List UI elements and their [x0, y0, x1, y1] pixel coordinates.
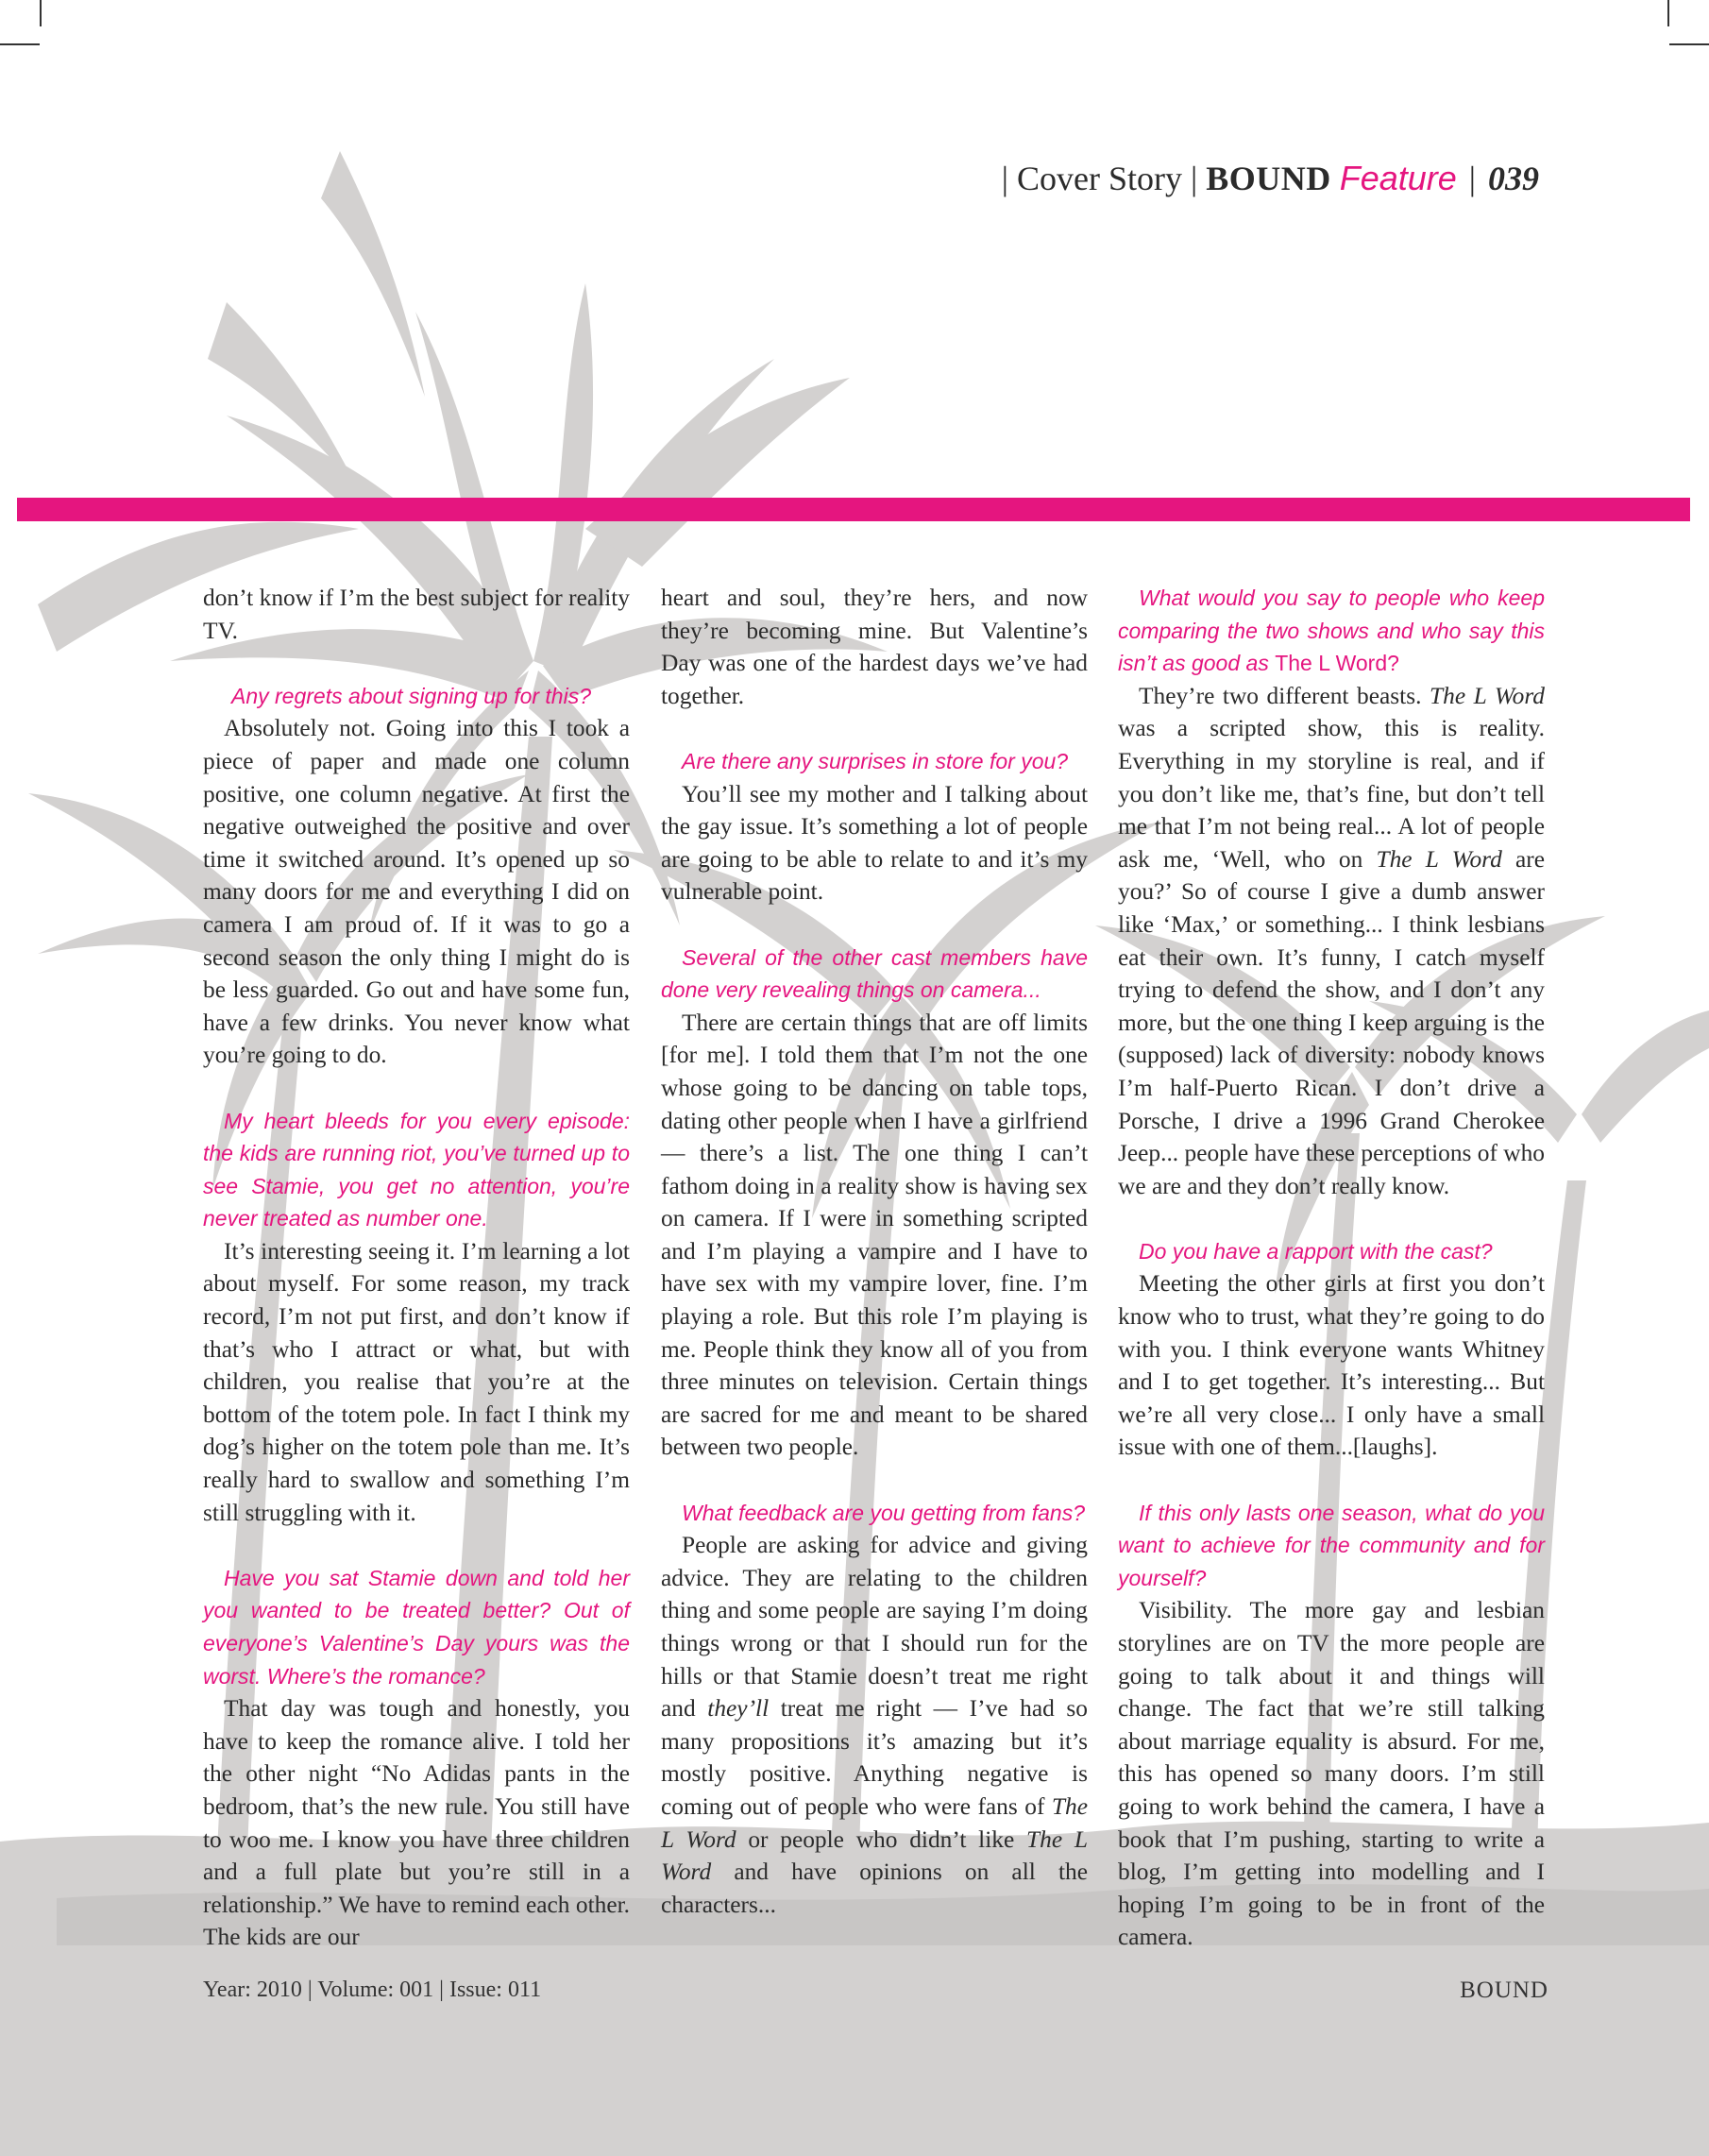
paragraph: don’t know if I’m the best subject for reality TV. — [203, 585, 630, 644]
text-run: treat me right — I’ve had so many propositions it’s amazing but it’s mostly positive. Anything negative is coming out of people who were fans of — [661, 1695, 1088, 1820]
paragraph — [661, 1529, 1088, 1921]
text-run: or people who didn’t like — [736, 1825, 1026, 1853]
interview-question: Several of the other cast members have done very revealing things on camera... — [661, 944, 1088, 1003]
show-title: The L Word — [1430, 682, 1546, 709]
text-run: and have opinions on all the characters... — [661, 1859, 1088, 1918]
show-title: The L Word? — [1275, 651, 1399, 676]
paragraph — [1118, 680, 1545, 1203]
interview-question — [1118, 582, 1545, 680]
paragraph: You’ll see my mother and I talking about the gay issue. It’s something a lot of people are going to be able to relate to and it’s my vulnerable point. — [661, 780, 1088, 906]
text-run: are you?’ So of course I give a dumb answer like ‘Max,’ or something... I think lesbians eat their own. It’s funny, I catch myself trying to defend the show, and I don’t any more, but the one thing I keep arguing is the (supposed) lack of diversity: nobody knows I’m half-Puerto Rican. I don’t drive a Porsche, I drive a 1996 Grand Cherokee Jeep... people have these perceptions of who we are and they don’t really know. — [1118, 845, 1545, 1199]
interview-question: My heart bleeds for you every episode: the kids are running riot, you’ve turned up to see Stamie, you get no attention, you’re never treated as number one. — [203, 1108, 630, 1231]
running-header — [1002, 159, 1539, 198]
show-title: The L Word — [661, 1792, 1088, 1853]
text-run: They’re two different beasts. — [1139, 682, 1430, 709]
interview-question: Do you have a rapport with the cast? — [1139, 1238, 1493, 1264]
paragraph: That day was tough and honestly, you have to keep the romance alive. I told her the other night “No Adidas pants in the bedroom, that’s the new rule. You still have to woo me. I know you have three children and a full plate but you’re still in a relationship.” We have to remind each other. The kids are our — [203, 1695, 630, 1951]
text-run: People are asking for advice and giving advice. They are relating to the children thing and some people are saying I’m doing things wrong or that I should run for the hills or that Stamie doesn’t treat me right and — [661, 1532, 1088, 1723]
interview-question: Are there any surprises in store for you? — [682, 748, 1069, 773]
show-title: The L Word — [661, 1825, 1088, 1886]
paragraph: Visibility. The more gay and lesbian storylines are on TV the more people are going to talk about it and things will change. The fact that we’re still talking about marriage equality is absurd. For me, this has opened so many doors. I’m still going to work behind the camera, I have a book that I’m pushing, starting to write a blog, I’m getting into modelling and I hoping I’m going to be in front of the camera. — [1118, 1597, 1545, 1951]
show-title: The L Word — [1376, 845, 1502, 873]
text-run: was a scripted show, this is reality. Everything in my storyline is real, and if you don’t like me, that’s fine, but don’t tell me that I’m not being real... A lot of people ask me, ‘Well, who on — [1118, 715, 1545, 873]
footer-brand: BOUND — [1460, 1978, 1548, 2003]
page-number: 039 — [1488, 160, 1539, 197]
paragraph: Absolutely not. Going into this I took a piece of paper and made one column positive, one column negative. At first the negative outweighed the positive and over time it switched around. It’s opened up so many doors for me and everything I did on camera I am proud of. If it was to go a second season the only thing I might do is be less guarded. Go out and have some fun, have a few drinks. You never know what you’re going to do. — [203, 715, 630, 1069]
text-run: What would you say to people who keep comparing the two shows and who say this isn’t as good as — [1118, 586, 1545, 676]
interview-question: What feedback are you getting from fans? — [682, 1500, 1086, 1525]
text-column-1 — [203, 582, 630, 1954]
paragraph: Meeting the other girls at first you don’t know who to trust, what they’re going to do with you. I think everyone wants Whitney and I to get together. It’s interesting... But we’re all very close... I only have a small issue with one of them...[laughs]. — [1118, 1270, 1545, 1461]
emphasis: they’ll — [707, 1695, 770, 1723]
paragraph: heart and soul, they’re hers, and now they’re becoming mine. But Valentine’s Day was one of the hardest days we’ve had together. — [661, 585, 1088, 709]
interview-question: Any regrets about signing up for this? — [231, 683, 592, 708]
text-column-2 — [661, 582, 1088, 1921]
text-column-3 — [1118, 582, 1545, 1954]
section-label: | Cover Story | — [1001, 160, 1198, 197]
header-separator: | — [1468, 160, 1476, 197]
accent-bar — [17, 498, 1690, 521]
header-feature: Feature — [1339, 159, 1457, 197]
interview-question: Have you sat Stamie down and told her you wanted to be treated better? Out of everyone’s Valentine’s Day yours was the worst. Where’s the romance? — [203, 1565, 630, 1689]
paragraph: It’s interesting seeing it. I’m learning a lot about myself. For some reason, my track record, I’m not put first, and don’t know if that’s who I attract or what, but with children, you realise that you’re at the bottom of the totem pole. In fact I think my dog’s higher on the totem pole than me. It’s really hard to swallow and something I’m still struggling with it. — [203, 1237, 630, 1526]
interview-question: If this only lasts one season, what do you want to achieve for the community and for yourself? — [1118, 1500, 1545, 1590]
paragraph: There are certain things that are off limits [for me]. I told them that I’m not the one whose going to be dancing on table tops, dating other people when I have a girlfriend — there’s a list. The one thing I can’t fathom doing in a reality show is having sex on camera. If I were in something scripted and I’m playing a vampire and I have to have sex with my vampire lover, fine. I’m playing a role. But this role I’m playing is me. People think they know all of you from three minutes on television. Certain things are sacred for me and meant to be shared between two people. — [661, 1009, 1088, 1461]
header-brand: BOUND — [1206, 160, 1331, 197]
issue-info: Year: 2010 | Volume: 001 | Issue: 011 — [203, 1978, 542, 2002]
